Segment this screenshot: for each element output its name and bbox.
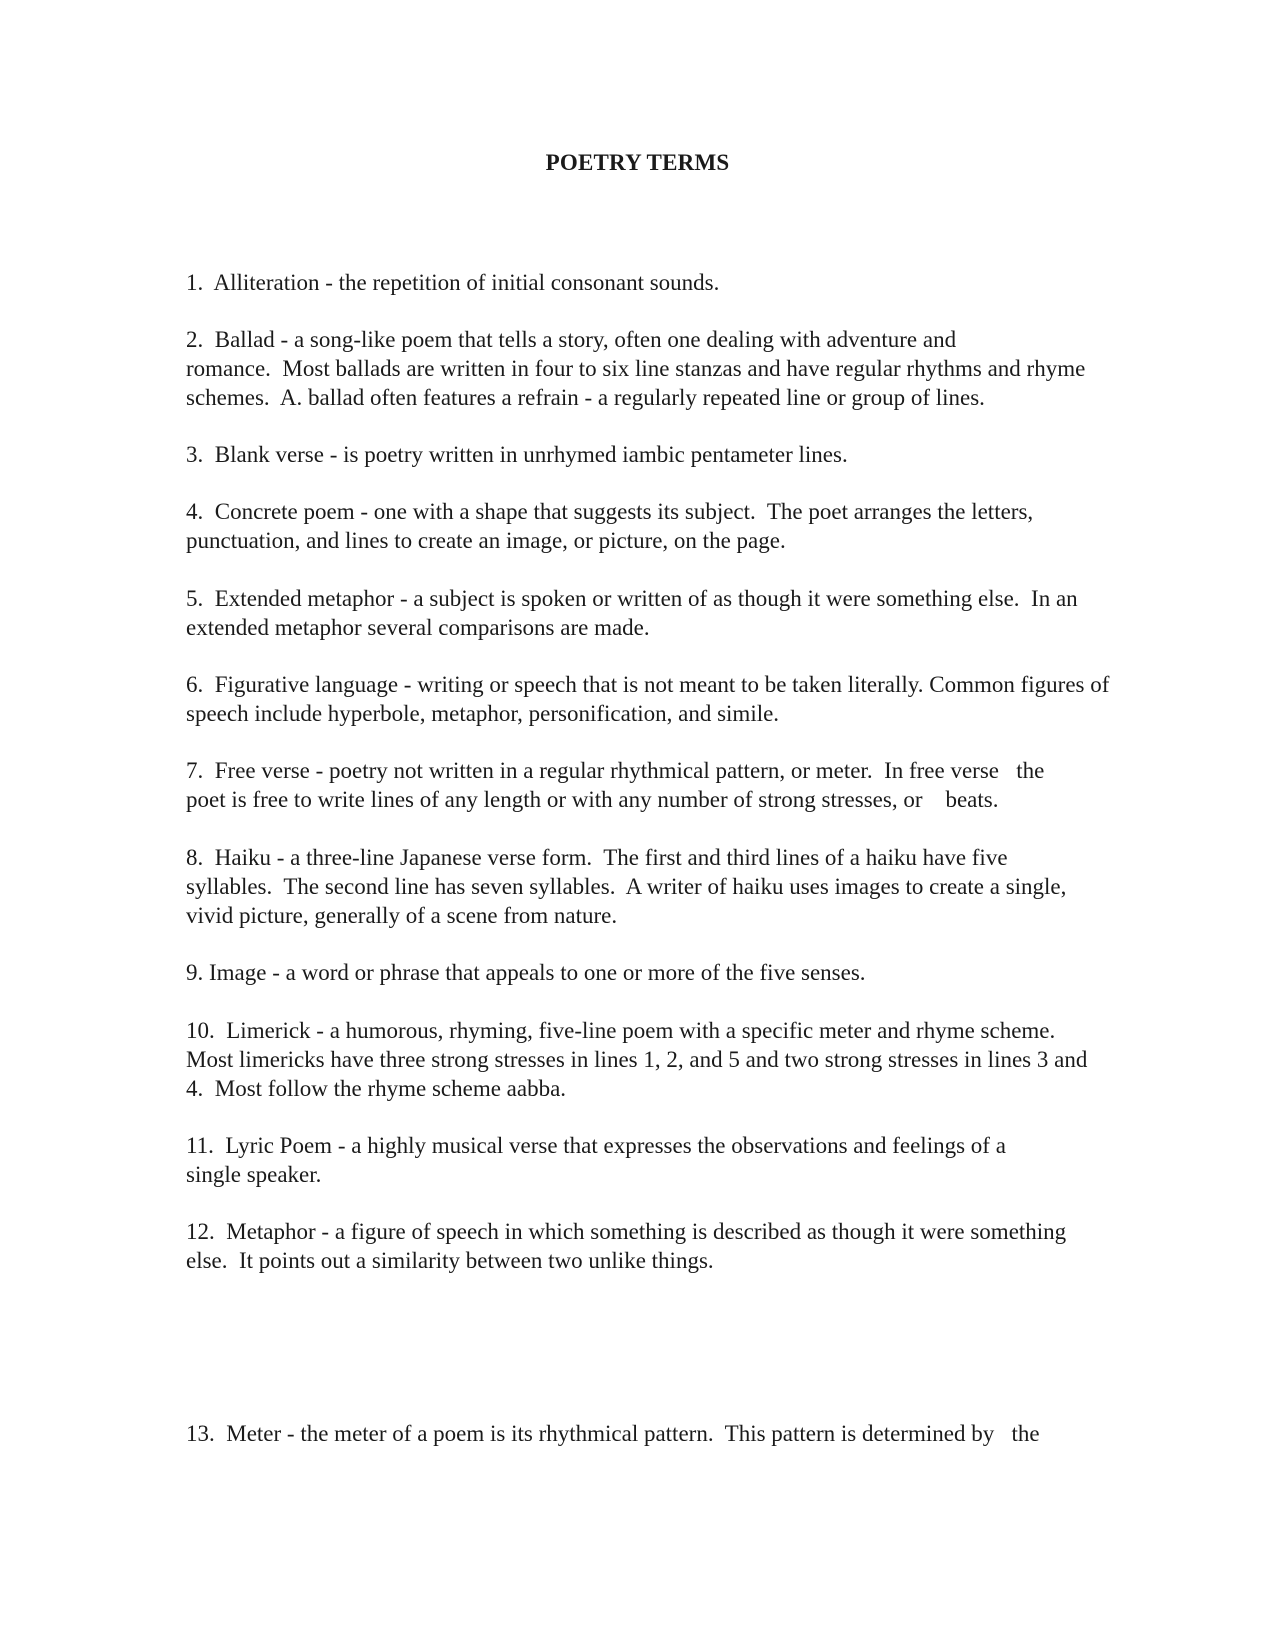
term-line: 10. Limerick - a humorous, rhyming, five-line poem with a specific meter and rhyme scheme. <box>186 1018 1056 1043</box>
term-line: 8. Haiku - a three-line Japanese verse form. The first and third lines of a haiku have five <box>186 845 1008 870</box>
term-line: 12. Metaphor - a figure of speech in which something is described as though it were something <box>186 1219 1067 1244</box>
term-line: 2. Ballad - a song-like poem that tells a story, often one dealing with adventure and <box>186 327 957 352</box>
term-line: single speaker. <box>186 1162 322 1187</box>
term-line: 11. Lyric Poem - a highly musical verse that expresses the observations and feelings of a <box>186 1133 1006 1158</box>
term-line: 5. Extended metaphor - a subject is spoken or written of as though it were something else. In an <box>186 586 1078 611</box>
term-line: speech include hyperbole, metaphor, personification, and simile. <box>186 701 780 726</box>
term-line: romance. Most ballads are written in four to six line stanzas and have regular rhythms and rhyme <box>186 356 1086 381</box>
term-line: poet is free to write lines of any length or with any number of strong stresses, or beats. <box>186 787 999 812</box>
term-line: punctuation, and lines to create an image, or picture, on the page. <box>186 528 786 553</box>
term-line: else. It points out a similarity between two unlike things. <box>186 1248 714 1273</box>
term-line: 9. Image - a word or phrase that appeals to one or more of the five senses. <box>186 960 866 985</box>
term-line: syllables. The second line has seven syllables. A writer of haiku uses images to create a single, <box>186 874 1067 899</box>
term-line: 7. Free verse - poetry not written in a regular rhythmical pattern, or meter. In free verse the <box>186 758 1045 783</box>
page-title: POETRY TERMS <box>545 150 730 175</box>
term-line: extended metaphor several comparisons are made. <box>186 615 650 640</box>
term-line: 1. Alliteration - the repetition of initial consonant sounds. <box>186 270 720 295</box>
term-line: vivid picture, generally of a scene from nature. <box>186 903 618 928</box>
term-line: 6. Figurative language - writing or speech that is not meant to be taken literally. Common figures of <box>186 672 1110 697</box>
term-line: Most limericks have three strong stresses in lines 1, 2, and 5 and two strong stresses in lines 3 and <box>186 1047 1088 1072</box>
term-line: 4. Most follow the rhyme scheme aabba. <box>186 1076 567 1101</box>
term-line: 3. Blank verse - is poetry written in unrhymed iambic pentameter lines. <box>186 442 848 467</box>
term-line: schemes. A. ballad often features a refrain - a regularly repeated line or group of lines. <box>186 385 985 410</box>
term-line: 13. Meter - the meter of a poem is its rhythmical pattern. This pattern is determined by the <box>186 1421 1040 1446</box>
term-line: 4. Concrete poem - one with a shape that suggests its subject. The poet arranges the letters, <box>186 499 1034 524</box>
